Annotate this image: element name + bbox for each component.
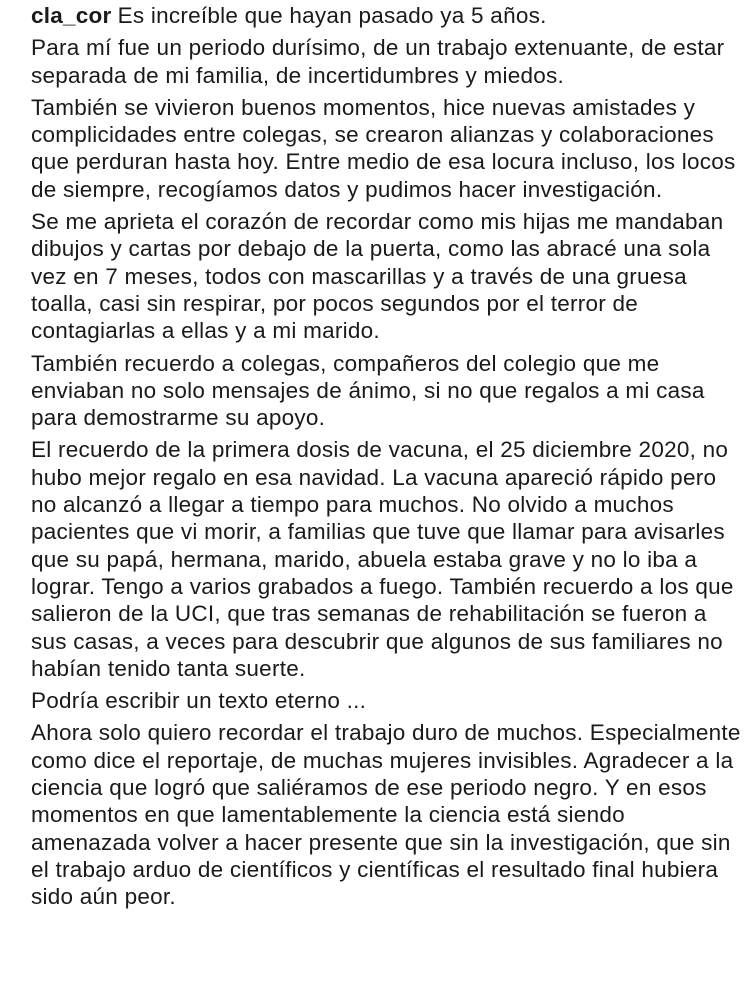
comment-paragraph-7: Podría escribir un texto eterno ...	[31, 688, 367, 714]
comment-username[interactable]: cla_cor	[31, 3, 112, 28]
comment-paragraph-2: Para mí fue un periodo durísimo, de un trabajo extenuante, de estar separada de mi familia, de incertidumbres y miedos.	[31, 35, 725, 88]
comment-paragraph-6: El recuerdo de la primera dosis de vacuna, el 25 diciembre 2020, no hubo mejor regalo en esa navidad. La vacuna apareció rápido pero no alcanzó a llegar a tiempo para muchos. No olvido a muchos pacientes que vi morir, a familias que tuve que llamar para avisarles que su papá, hermana, marido, abuela estaba grave y no lo iba a lograr. Tengo a varios grabados a fuego. También recuerdo a los que salieron de la UCI, que tras semanas de rehabilitación se fueron a sus casas, a veces para descubrir que algunos de sus familiares no habían tenido tanta suerte.	[31, 437, 734, 681]
comment-first-line	[31, 0, 743, 29]
comment-paragraph-3: También se vivieron buenos momentos, hice nuevas amistades y complicidades entre colegas, se crearon alianzas y colaboraciones que perduran hasta hoy. Entre medio de esa locura incluso, los locos de siempre, recogíamos datos y pudimos hacer investigación.	[31, 94, 736, 202]
comment-paragraph-1: Es increíble que hayan pasado ya 5 años.	[117, 3, 547, 28]
comment-paragraph-5: También recuerdo a colegas, compañeros del colegio que me enviaban no solo mensajes de ánimo, si no que regalos a mi casa para demostrarme su apoyo.	[31, 350, 705, 431]
comment-body	[31, 0, 743, 916]
comment-paragraph-4: Se me aprieta el corazón de recordar como mis hijas me mandaban dibujos y cartas por debajo de la puerta, como las abracé una sola vez en 7 meses, todos con mascarillas y a través de una gruesa toalla, casi sin respirar, por pocos segundos por el terror de contagiarlas a ellas y a mi marido.	[31, 209, 724, 344]
comment-paragraph-8: Ahora solo quiero recordar el trabajo duro de muchos. Especialmente como dice el reportaje, de muchas mujeres invisibles. Agradecer a la ciencia que logró que saliéramos de ese periodo negro. Y en esos momentos en que lamentablemente la ciencia está siendo amenazada volver a hacer presente que sin la investigación, que sin el trabajo arduo de científicos y científicas el resultado final hubiera sido aún peor.	[31, 720, 741, 910]
